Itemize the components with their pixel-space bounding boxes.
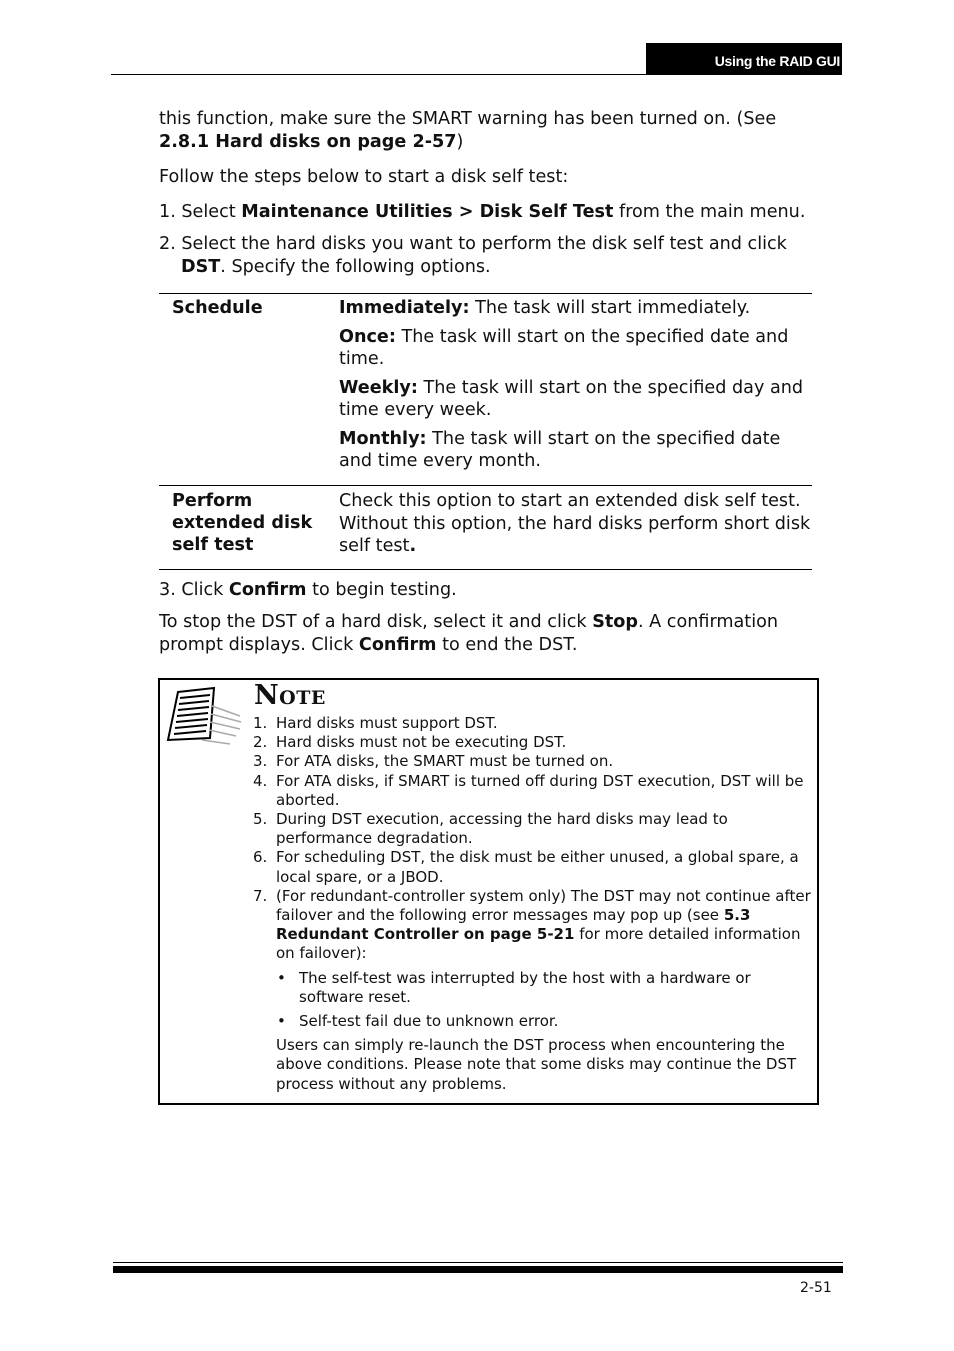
extended-test-period: .	[409, 536, 417, 556]
note-text: Hard disks must not be executing DST.	[276, 733, 567, 752]
option-label-extended-test: Perform extended disk self test	[172, 491, 313, 555]
immediately-text: The task will start immediately.	[469, 298, 751, 318]
extended-test-description	[339, 490, 811, 558]
note-text: For ATA disks, if SMART is turned off during DST execution, DST will be aborted.	[276, 771, 804, 809]
note-item	[253, 752, 813, 771]
table-rule-middle	[159, 485, 812, 486]
weekly-label: Weekly:	[339, 377, 418, 398]
dst-label: DST	[181, 256, 221, 277]
menu-path: Maintenance Utilities > Disk Self Test	[241, 202, 614, 222]
error-message-text: The self-test was interrupted by the host with a hardware or software reset.	[299, 968, 751, 1006]
note-closing: Users can simply re-launch the DST process when encountering the above conditions. Please note that some disks may continue the DST process without any problems.	[276, 1036, 797, 1093]
note-item-7	[253, 887, 813, 1094]
note-number: 4.	[253, 771, 268, 790]
table-rule-bottom	[159, 569, 812, 570]
note-number: 7.	[253, 886, 268, 905]
intro-paragraph	[159, 108, 819, 153]
section-header: Using the RAID GUI	[646, 43, 842, 75]
once-label: Once:	[339, 326, 396, 347]
error-message-item	[276, 1012, 813, 1031]
once-text: The task will start on the specified date and time.	[339, 326, 789, 369]
step-text: Click	[181, 580, 229, 600]
note-paper-icon	[164, 686, 244, 748]
note-text: For ATA disks, the SMART must be turned on.	[276, 752, 614, 771]
step-number: 3.	[159, 580, 176, 600]
note-number: 6.	[253, 848, 268, 867]
step-1	[159, 201, 819, 224]
bullet-icon: •	[277, 968, 286, 987]
schedule-description	[339, 297, 811, 479]
header-rule	[111, 74, 646, 75]
weekly-text: The task will start on the specified day and time every week.	[339, 377, 804, 420]
note-text: During DST execution, accessing the hard disks may lead to performance degradation.	[276, 810, 728, 848]
note-item	[253, 733, 813, 752]
bullet-icon: •	[277, 1012, 286, 1031]
step-number: 1.	[159, 202, 176, 222]
step-number: 2.	[159, 234, 176, 254]
monthly-label: Monthly:	[339, 428, 427, 449]
note-text: for more detailed information on failover):	[276, 925, 801, 963]
stop-text: . A confirmation prompt displays. Click	[159, 612, 778, 655]
note-title: Note	[254, 680, 326, 711]
note-list	[253, 714, 813, 1094]
note-number: 3.	[253, 752, 268, 771]
note-text: Hard disks must support DST.	[276, 714, 498, 732]
table-rule-top	[159, 293, 812, 294]
step-text: Select the hard disks you want to perform the disk self test and click	[181, 234, 787, 254]
option-label-schedule: Schedule	[172, 298, 263, 318]
error-message-text: Self-test fail due to unknown error.	[299, 1012, 559, 1031]
intro-close-paren: )	[456, 131, 464, 152]
monthly-text: The task will start on the specified date and time every month.	[339, 428, 781, 471]
page-number: 2-51	[800, 1280, 832, 1296]
steps-intro: Follow the steps below to start a disk self test:	[159, 167, 569, 187]
stop-paragraph	[159, 611, 819, 656]
note-text: For scheduling DST, the disk must be either unused, a global spare, a local spare, or a JBOD.	[276, 848, 799, 886]
step-text: . Specify the following options.	[220, 256, 491, 277]
footer-rule-thin	[113, 1262, 843, 1263]
note-number: 2.	[253, 733, 268, 752]
note-number: 5.	[253, 810, 268, 829]
step-text: from the main menu.	[613, 202, 806, 222]
note-text: (For redundant-controller system only) The DST may not continue after failover and the following error messages may pop up (see	[276, 886, 811, 925]
note-number: 1.	[253, 714, 268, 732]
step-3	[159, 579, 819, 602]
note-item	[253, 848, 813, 886]
immediately-label: Immediately:	[339, 298, 470, 318]
stop-text: To stop the DST of a hard disk, select it and click	[159, 612, 593, 632]
error-message-item	[276, 969, 813, 1007]
intro-text: this function, make sure the SMART warning has been turned on. (See	[159, 109, 777, 129]
confirm-label: Confirm	[358, 634, 437, 655]
hard-disks-reference: 2.8.1 Hard disks on page 2-57	[159, 131, 457, 152]
error-message-list	[276, 969, 813, 1032]
note-item	[253, 810, 813, 848]
stop-label: Stop	[592, 612, 638, 632]
redundant-controller-reference: 5.3 Redundant Controller on page 5-21	[276, 906, 751, 944]
step-text: to begin testing.	[306, 580, 457, 600]
confirm-label: Confirm	[228, 580, 307, 600]
footer-rule-thick	[113, 1266, 843, 1273]
step-2	[159, 233, 819, 278]
stop-text: to end the DST.	[436, 634, 578, 655]
extended-test-text: Check this option to start an extended disk self test. Without this option, the hard disks perform short disk self test	[339, 491, 811, 556]
note-item	[253, 714, 813, 733]
step-text: Select	[181, 202, 242, 222]
note-item	[253, 772, 813, 810]
